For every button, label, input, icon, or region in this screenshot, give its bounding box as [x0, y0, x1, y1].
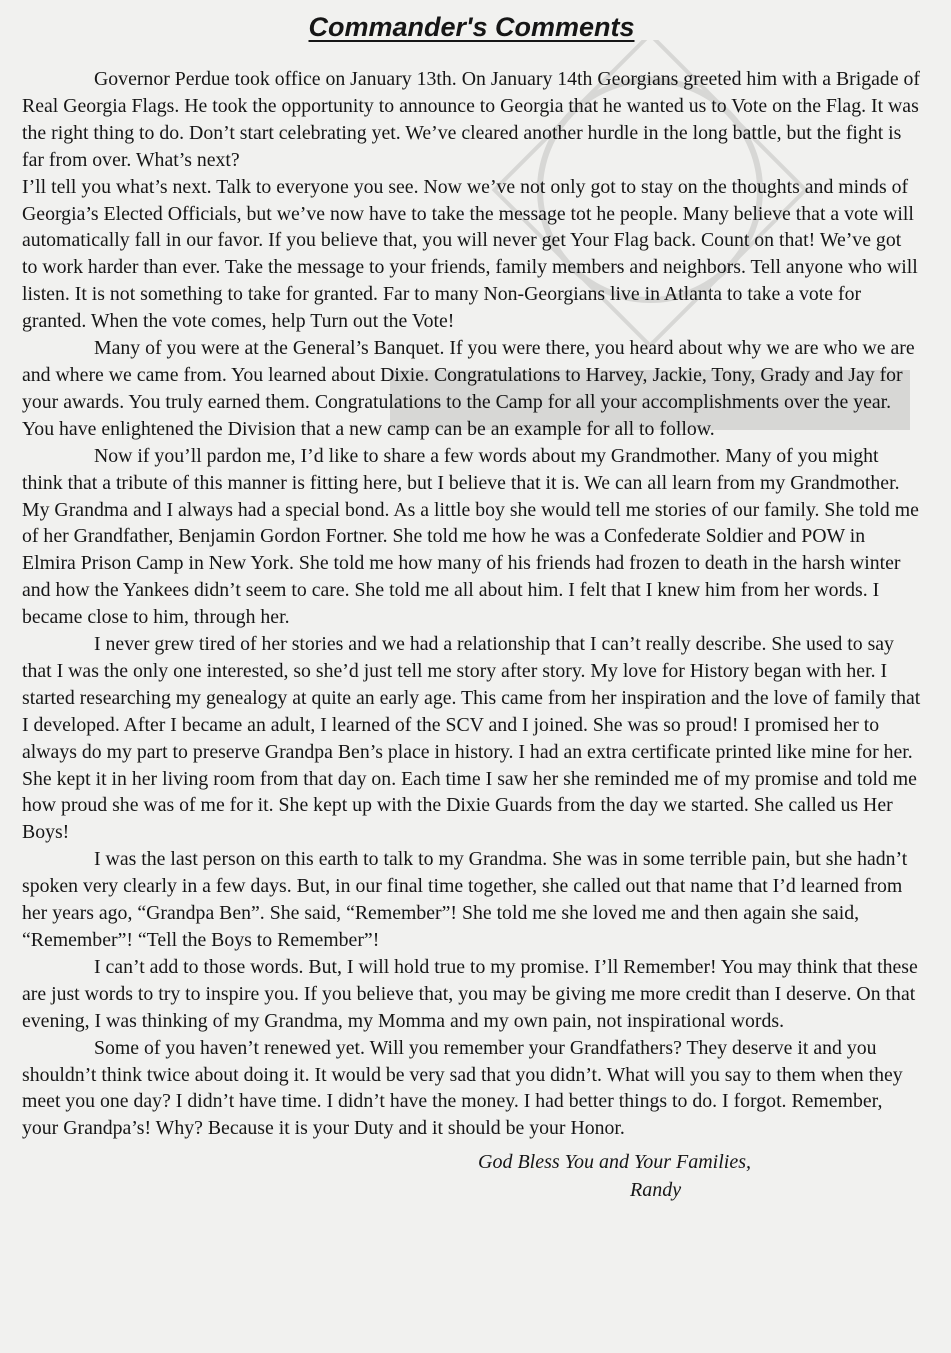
- paragraph-7: I can’t add to those words. But, I will hold true to my promise. I’ll Remember! You may think that these are just words to try to inspire you. If you believe that, you may be giving me more credit than I deserve. On that evening, I was thinking of my Grandma, my Momma and my own pain, not inspirational words.: [22, 955, 918, 1032]
- paragraph-2: I’ll tell you what’s next. Talk to everyone you see. Now we’ve not only got to stay on the thoughts and minds of Georgia’s Elected Officials, but we’ve now have to take the message tot he people. Many believe that a vote will automatically fall in our favor. If you believe that, you will never get Your Flag back. Count on that! We’ve got to work harder than ever. Take the message to your friends, family members and neighbors. Tell anyone who will listen. It is not something to take for granted. Far to many Non-Georgians live in Atlanta to take a vote for granted. When the vote comes, help Turn out the Vote!: [22, 175, 918, 333]
- paragraph-1: Governor Perdue took office on January 13th. On January 14th Georgians greeted him with a Brigade of Real Georgia Flags. He took the opportunity to announce to Georgia that he wanted us to Vote on the Flag. It was the right thing to do. Don’t start celebrating yet. We’ve cleared another hurdle in the long battle, but the fight is far from over. What’s next?: [22, 68, 921, 171]
- paragraph-4: Now if you’ll pardon me, I’d like to share a few words about my Grandmother. Many of you might think that a tribute of this manner is fitting here, but I believe that it is. We can all learn from my Grandmother. My Grandma and I always had a special bond. As a little boy she would tell me stories of our family. She told me of her Grandfather, Benjamin Gordon Fortner. She told me how he was a Confederate Soldier and POW in Elmira Prison Camp in New York. She told me how many of his friends had frozen to death in the harsh winter and how the Yankees didn’t seem to care. She told me all about him. I felt that I knew him from her words. I became close to him, through her.: [22, 444, 919, 629]
- signoff-line: God Bless You and Your Families,: [478, 1151, 752, 1174]
- paragraph-5: I never grew tired of her stories and we had a relationship that I can’t really describe. She used to say that I was the only one interested, so she’d just tell me story after story. My love for History began with her. I started researching my genealogy at quite an early age. This came from her inspiration and the love of family that I developed. After I became an adult, I learned of the SCV and I joined. She was so proud! I promised her to always do my part to preserve Grandpa Ben’s place in history. I had an extra certificate printed like mine for her. She kept it in her living room from that day on. Each time I saw her she reminded me of my promise and told me how proud she was of me for it. She kept up with the Dixie Guards from the day we started. She called us Her Boys!: [22, 633, 921, 844]
- paragraph-3: Many of you were at the General’s Banquet. If you were there, you heard about why we are who we are and where we came from. You learned about Dixie. Congratulations to Harvey, Jackie, Tony, Grady and Jay for your awards. You truly earned them. Congratulations to the Camp for all your accomplishments over the year. You have enlightened the Division that a new camp can be an example for all to follow.: [22, 337, 915, 440]
- signature-block: [22, 1148, 921, 1204]
- paragraph-8: Some of you haven’t renewed yet. Will you remember your Grandfathers? They deserve it and you shouldn’t think twice about doing it. It would be very sad that you didn’t. What will you say to them when they meet you one day? I didn’t have time. I didn’t have the money. I had better things to do. I forgot. Remember, your Grandpa’s! Why? Because it is your Duty and it should be your Honor.: [22, 1036, 903, 1140]
- page-title: Commander's Comments: [308, 12, 635, 42]
- paragraph-6: I was the last person on this earth to talk to my Grandma. She was in some terrible pain, but she hadn’t spoken very clearly in a few days. But, in our final time together, she called out that name that I’d learned from her years ago, “Grandpa Ben”. She said, “Remember”! She told me she loved me and then again she said, “Remember”! “Tell the Boys to Remember”!: [22, 848, 908, 951]
- signature-name: Randy: [630, 1179, 682, 1202]
- article-body: [22, 66, 921, 1142]
